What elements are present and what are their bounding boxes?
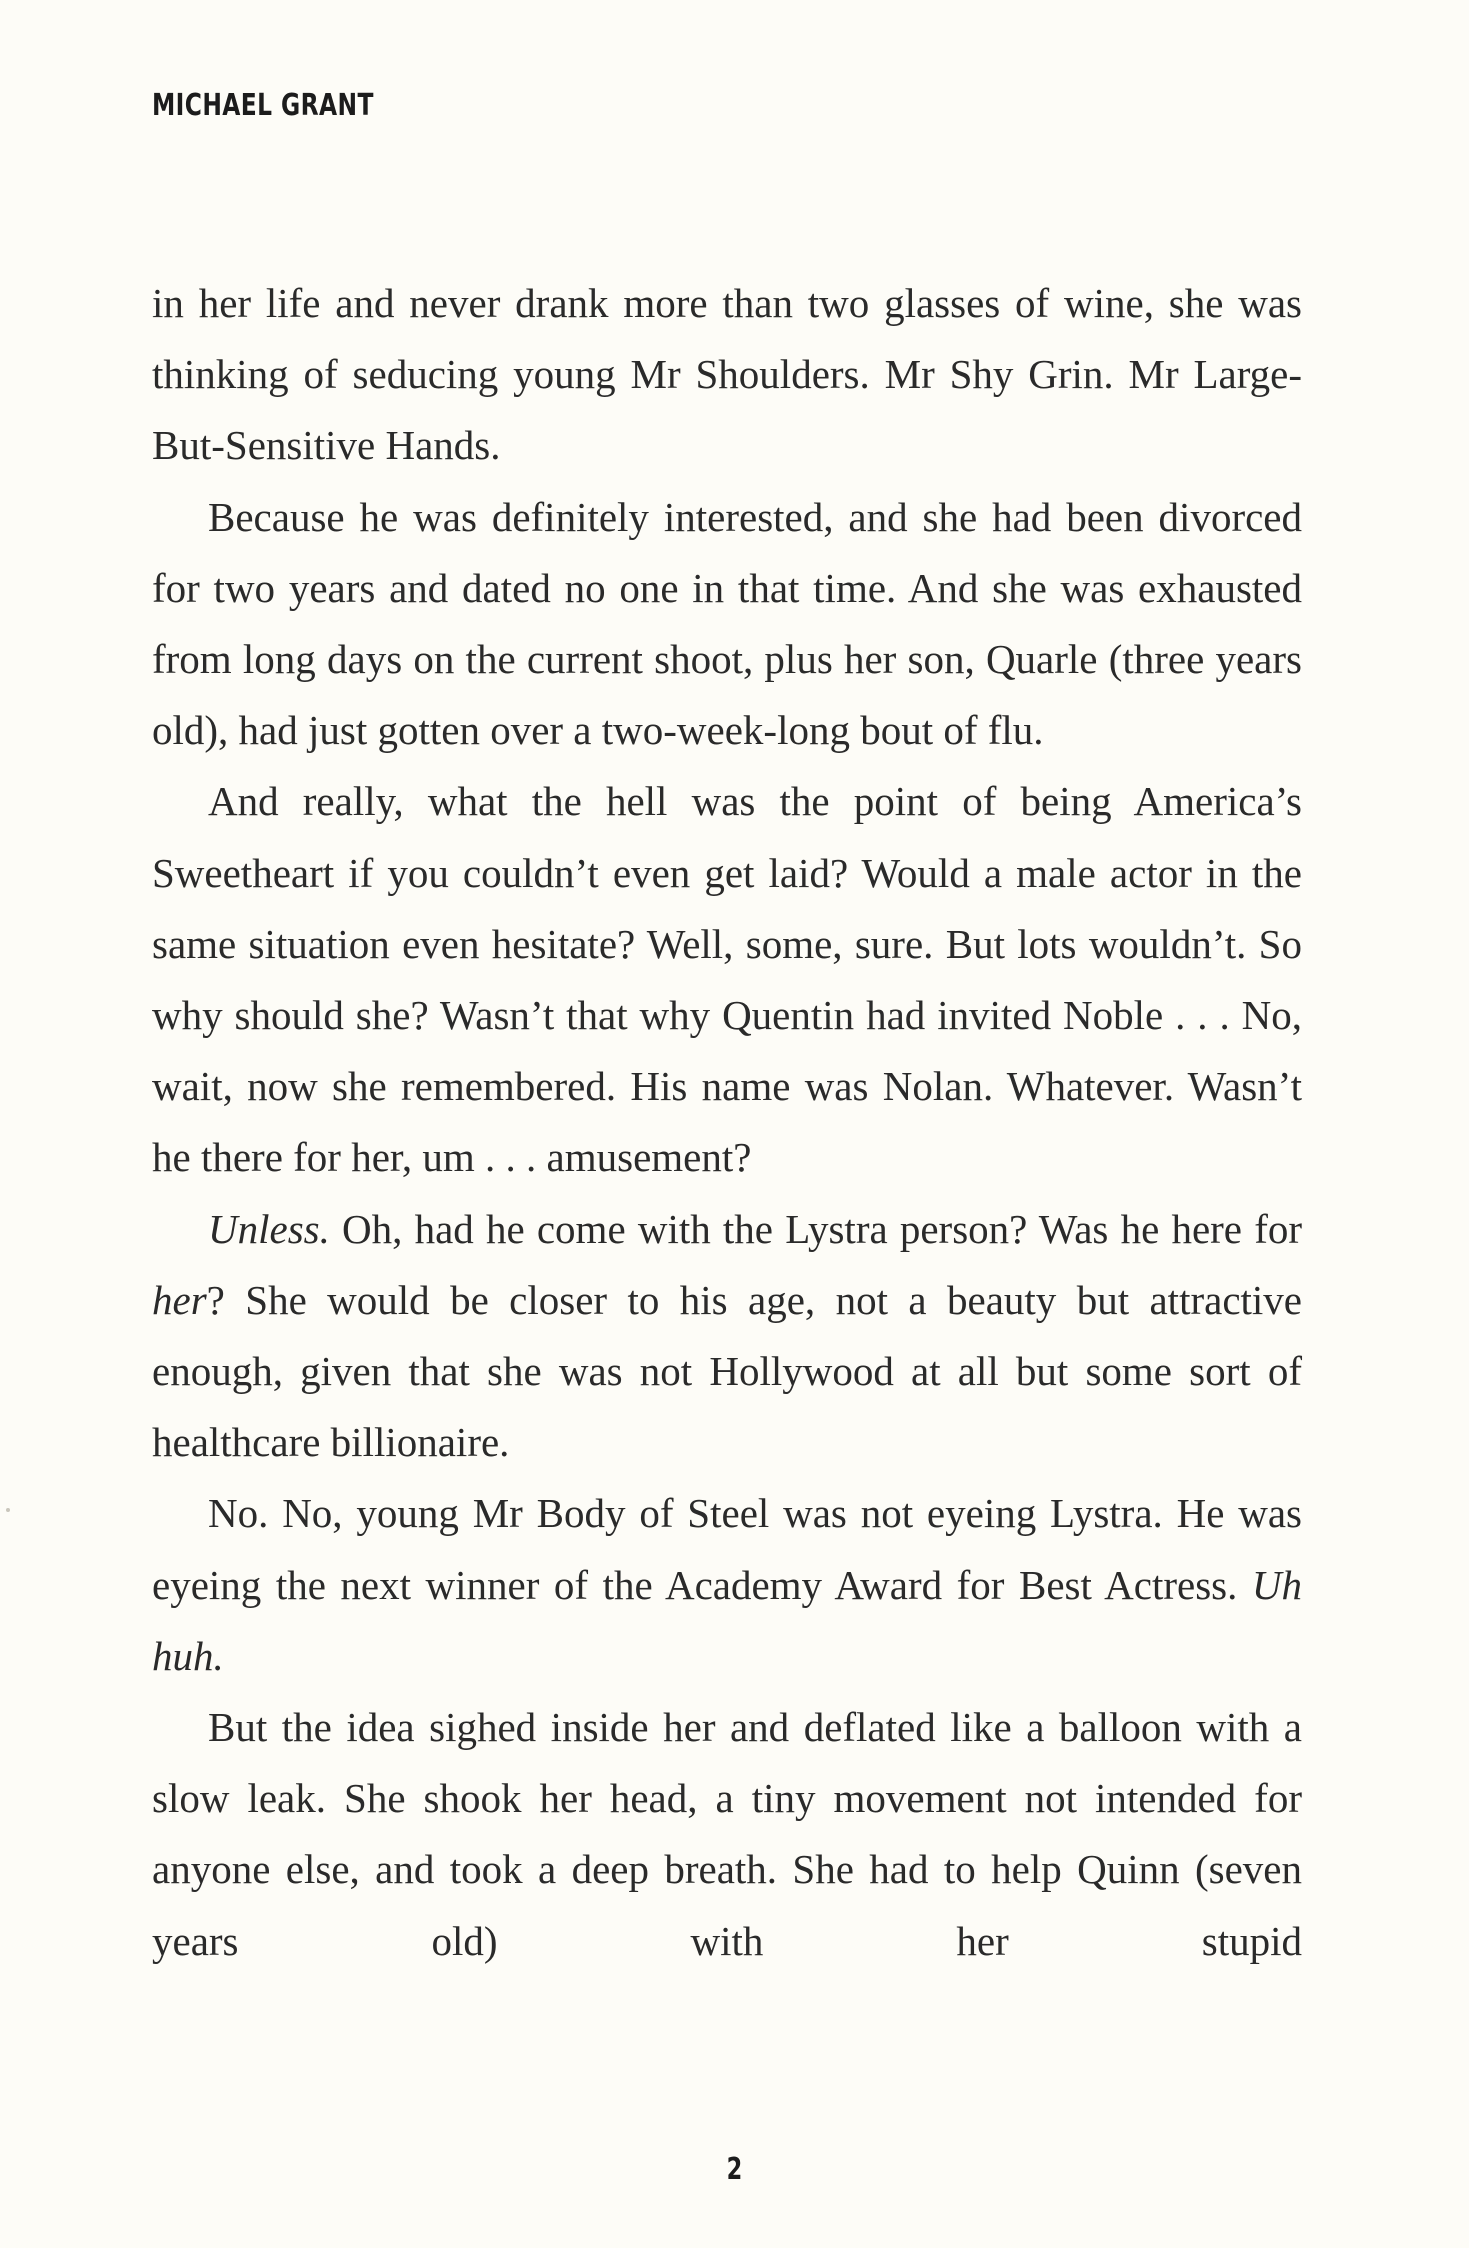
italic-text-run: Unless.	[208, 1205, 330, 1252]
running-head-author: MICHAEL GRANT	[152, 88, 374, 123]
text-run: in her life and never drank more than two glasses of wine, she was thinking of seducing young Mr Shoulders. Mr Shy Grin. Mr Large-But-Sensitive Hands.	[152, 280, 1302, 469]
paragraph	[152, 1692, 1302, 1977]
text-run: Oh, had he come with the Lystra person? Was he here for	[329, 1205, 1302, 1252]
paragraph	[152, 1194, 1302, 1479]
scan-speck	[6, 1508, 10, 1512]
page-number: 2	[726, 2152, 743, 2187]
paragraph	[152, 766, 1302, 1193]
text-run: No. No, young Mr Body of Steel was not eyeing Lystra. He was eyeing the next winner of the Academy Award for Best Actress.	[152, 1490, 1302, 1608]
italic-text-run: her	[152, 1276, 207, 1323]
text-run: Because he was definitely interested, and she had been divorced for two years and dated no one in that time. And she was exhausted from long days on the current shoot, plus her son, Quarle (three years old), had just gotten over a two-week-long bout of flu.	[152, 493, 1302, 754]
paragraph	[152, 268, 1302, 482]
italic-text-run: Uh huh.	[152, 1561, 1302, 1679]
body-text	[152, 268, 1302, 1977]
paragraph	[152, 482, 1302, 767]
text-run: But the idea sighed inside her and deflated like a balloon with a slow leak. She shook her head, a tiny movement not intended for anyone else, and took a deep breath. She had to help Quinn (seven years old) with her stupid	[152, 1704, 1302, 1964]
text-run: ? She would be closer to his age, not a beauty but attractive enough, given that she was not Hollywood at all but some sort of healthcare billionaire.	[152, 1276, 1302, 1466]
paragraph	[152, 1478, 1302, 1692]
text-run: And really, what the hell was the point of being America’s Sweetheart if you couldn’t even get laid? Would a male actor in the same situation even hesitate? Well, some, sure. But lots wouldn’t. So why should she? Wasn’t that why Quentin had invited Noble . . . No, wait, now she remembered. His name was Nolan. Whatever. Wasn’t he there for her, um . . . amusement?	[152, 778, 1302, 1181]
